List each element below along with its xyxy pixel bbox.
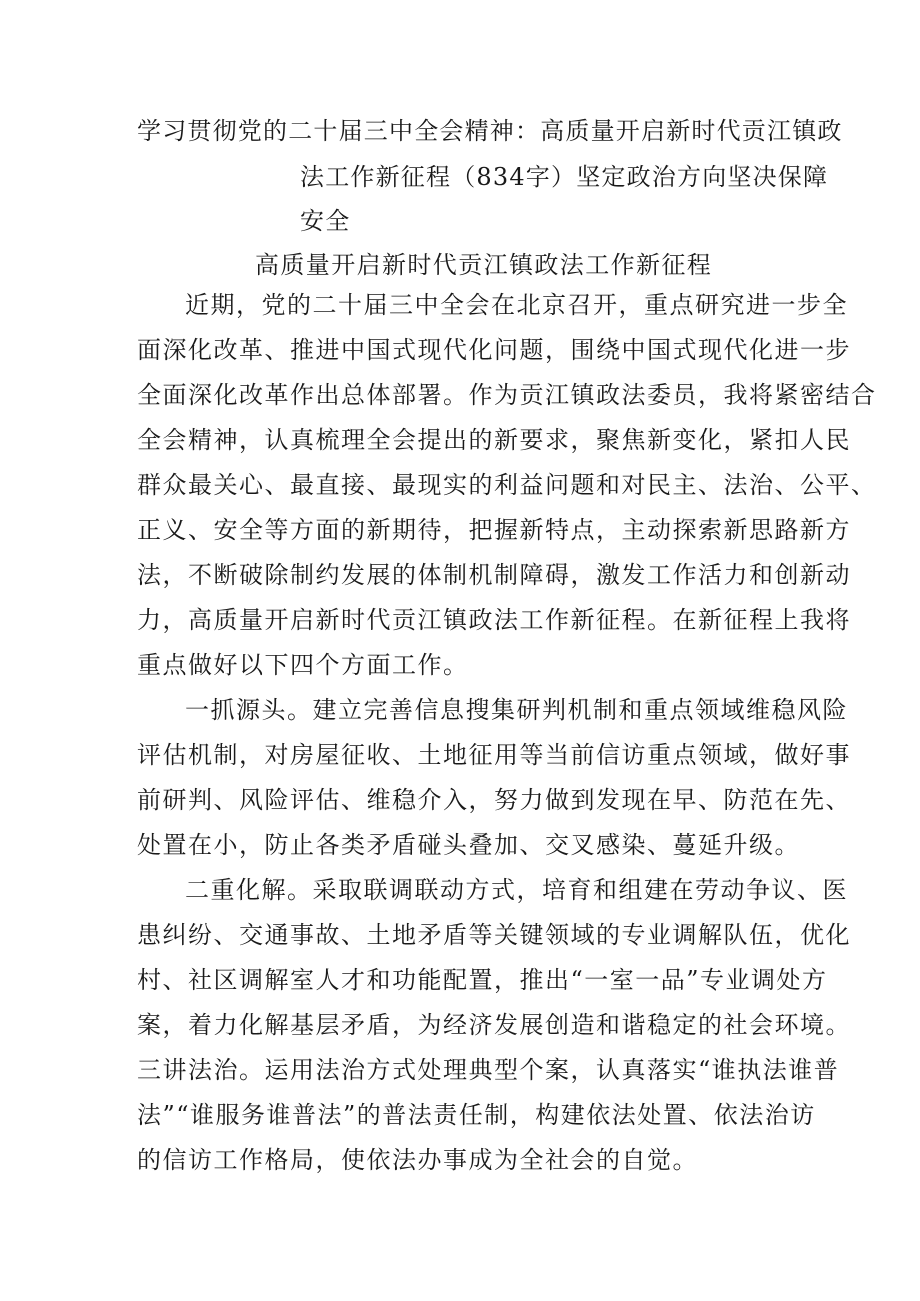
- body-line: 近期，党的二十届三中全会在北京召开，重点研究进一步全: [185, 291, 848, 319]
- body-line: 全会精神，认真梳理全会提出的新要求，聚焦新变化，紧扣人民: [137, 426, 851, 454]
- body-line: 法”“谁服务谁普法”的普法责任制，构建依法处置、依法治访: [137, 1101, 816, 1129]
- body-line: 处置在小，防止各类矛盾碰头叠加、交叉感染、蔓延升级。: [137, 831, 800, 859]
- body-line: 村、社区调解室人才和功能配置，推出“一室一品”专业调处方: [137, 966, 828, 994]
- body-line: 一抓源头。建立完善信息搜集研判机制和重点领域维稳风险: [185, 696, 848, 724]
- body-line: 的信访工作格局，使依法办事成为全社会的自觉。: [137, 1146, 698, 1174]
- subtitle: 高质量开启新时代贡江镇政法工作新征程: [255, 251, 713, 279]
- body-line: 正义、安全等方面的新期待，把握新特点，主动探索新思路新方: [137, 516, 851, 544]
- body-line: 面深化改革、推进中国式现代化问题，围绕中国式现代化进一步: [137, 336, 851, 364]
- body-line: 前研判、风险评估、维稳介入，努力做到发现在早、防范在先、: [137, 786, 851, 814]
- body-line: 评估机制，对房屋征收、土地征用等当前信访重点领域，做好事: [137, 741, 851, 769]
- title-line-1: 学习贯彻党的二十届三中全会精神：高质量开启新时代贡江镇政: [137, 117, 843, 145]
- title-line-3: 安全: [300, 207, 351, 235]
- body-line: 三讲法治。运用法治方式处理典型个案，认真落实“谁执法谁普: [137, 1056, 840, 1084]
- body-line: 案，着力化解基层矛盾，为经济发展创造和谐稳定的社会环境。: [137, 1011, 851, 1039]
- body-line: 全面深化改革作出总体部署。作为贡江镇政法委员，我将紧密结合: [137, 381, 877, 409]
- title-line-2: 法工作新征程（834字）坚定政治方向坚决保障: [300, 163, 829, 191]
- body-line: 力，高质量开启新时代贡江镇政法工作新征程。在新征程上我将: [137, 606, 851, 634]
- body-line: 群众最关心、最直接、最现实的利益问题和对民主、法治、公平、: [137, 471, 877, 499]
- body-line: 患纠纷、交通事故、土地矛盾等关键领域的专业调解队伍，优化: [137, 921, 851, 949]
- body-line: 二重化解。采取联调联动方式，培育和组建在劳动争议、医: [185, 876, 848, 904]
- body-line: 法，不断破除制约发展的体制机制障碍，激发工作活力和创新动: [137, 561, 851, 589]
- body-line: 重点做好以下四个方面工作。: [137, 651, 469, 679]
